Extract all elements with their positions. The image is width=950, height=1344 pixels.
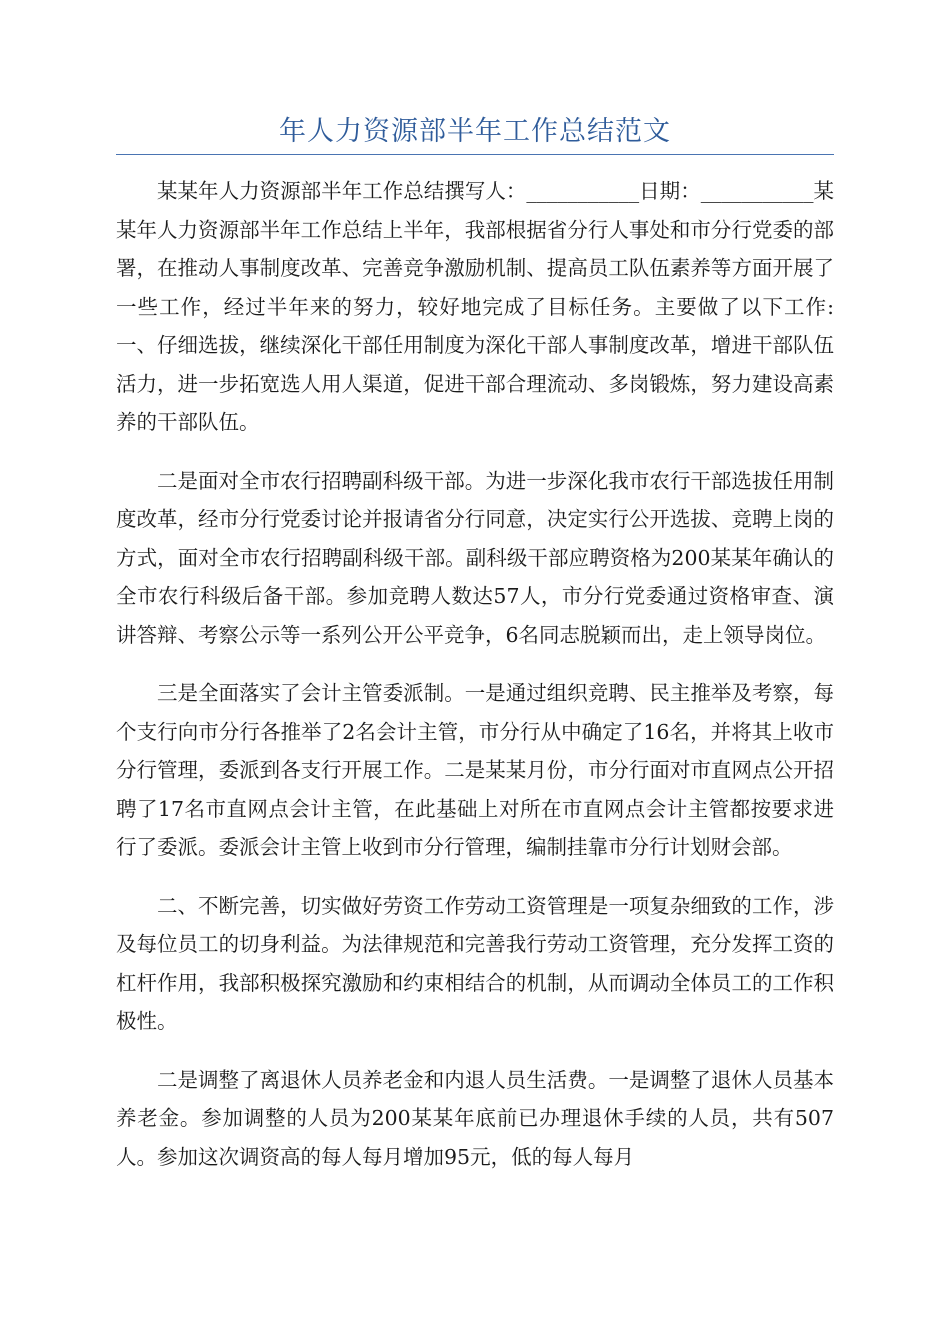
document-body [116,172,834,1196]
paragraph: 二是调整了离退休人员养老金和内退人员生活费。一是调整了退休人员基本养老金。参加调整的人员为200某某年底前已办理退休手续的人员，共有507人。参加这次调资高的每人每月增加95元，低的每人每月 [116,1067,834,1169]
title-underline [116,154,834,155]
document-title: 年人力资源部半年工作总结范文 [279,116,671,147]
paragraph: 二、不断完善，切实做好劳资工作劳动工资管理是一项复杂细致的工作，涉及每位员工的切身利益。为法律规范和完善我行劳动工资管理，充分发挥工资的杠杆作用，我部积极探究激励和约束相结合的机制，从而调动全体员工的工作积极性。 [116,893,834,1033]
paragraph: 二是面对全市农行招聘副科级干部。为进一步深化我市农行干部选拔任用制度改革，经市分行党委讨论并报请省分行同意，决定实行公开选拔、竞聘上岗的方式，面对全市农行招聘副科级干部。副科级干部应聘资格为200某某年确认的全市农行科级后备干部。参加竞聘人数达57人，市分行党委通过资格审查、演讲答辩、考察公示等一系列公开公平竞争，6名同志脱颖而出，走上领导岗位。 [116,468,834,647]
paragraph: 三是全面落实了会计主管委派制。一是通过组织竞聘、民主推举及考察，每个支行向市分行各推举了2名会计主管，市分行从中确定了16名，并将其上收市分行管理，委派到各支行开展工作。二是某某月份，市分行面对市直网点公开招聘了17名市直网点会计主管，在此基础上对所在市直网点会计主管都按要求进行了委派。委派会计主管上收到市分行管理，编制挂靠市分行计划财会部。 [116,681,834,859]
paragraph: 某某年人力资源部半年工作总结撰写人：___________日期：___________某某年人力资源部半年工作总结上半年，我部根据省分行人事处和市分行党委的部署，在推动人事制度改革、完善竞争激励机制、提高员工队伍素养等方面开展了一些工作，经过半年来的努力，较好地完成了目标任务。主要做了以下工作:一、仔细选拔，继续深化干部任用制度为深化干部人事制度改革，增进干部队伍活力，进一步拓宽选人用人渠道，促进干部合理流动、多岗锻炼，努力建设高素养的干部队伍。 [116,179,834,434]
